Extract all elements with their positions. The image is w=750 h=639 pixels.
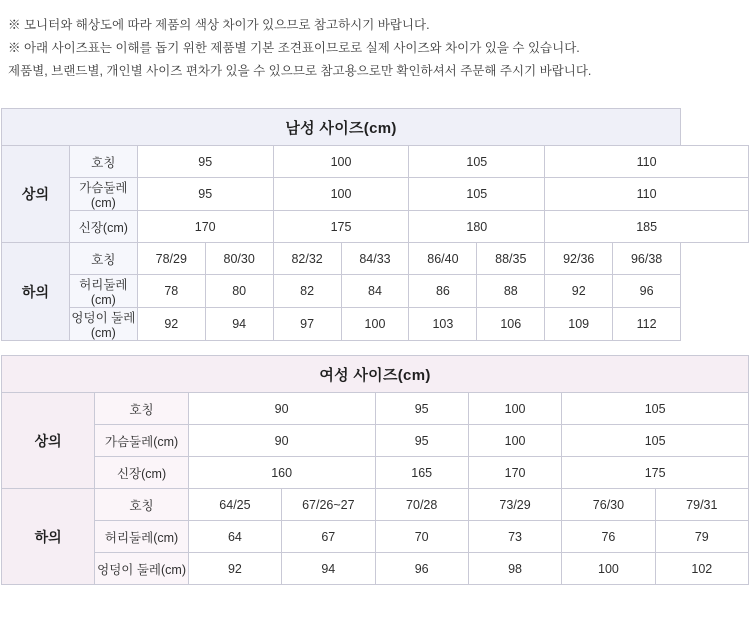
table-cell: 79/31 (655, 489, 748, 521)
table-cell: 105 (409, 146, 545, 178)
table-cell: 102 (655, 553, 748, 585)
table-cell: 100 (562, 553, 655, 585)
table-cell: 98 (468, 553, 561, 585)
table-cell: 90 (188, 425, 375, 457)
table-cell: 76/30 (562, 489, 655, 521)
table-cell: 110 (545, 146, 749, 178)
table-cell: 96 (375, 553, 468, 585)
table-title-row (2, 356, 749, 393)
table-row (2, 425, 749, 457)
table-cell: 110 (545, 178, 749, 211)
table-cell: 95 (137, 178, 273, 211)
table-row (2, 308, 749, 341)
male-bottom-section-head: 하의 (2, 243, 70, 341)
notice-line-2: ※ 아래 사이즈표는 이해를 돕기 위한 제품별 기본 조견표이므로로 실제 사이즈와 차이가 있을 수 있습니다. (8, 41, 580, 55)
row-label: 엉덩이 둘레(cm) (95, 553, 188, 585)
table-cell: 78 (137, 275, 205, 308)
male-table-title: 남성 사이즈(cm) (2, 109, 681, 146)
table-cell: 95 (137, 146, 273, 178)
row-label: 호칭 (95, 393, 188, 425)
table-cell: 175 (562, 457, 749, 489)
table-cell: 92/36 (545, 243, 613, 275)
female-table-title: 여성 사이즈(cm) (2, 356, 749, 393)
table-cell: 105 (562, 393, 749, 425)
table-row (2, 521, 749, 553)
table-cell: 109 (545, 308, 613, 341)
row-label: 호칭 (69, 146, 137, 178)
table-cell: 96/38 (613, 243, 681, 275)
table-cell: 73 (468, 521, 561, 553)
female-size-table (1, 355, 749, 585)
table-cell: 170 (137, 211, 273, 243)
table-row (2, 178, 749, 211)
table-cell: 95 (375, 425, 468, 457)
table-cell: 92 (188, 553, 281, 585)
row-label: 호칭 (95, 489, 188, 521)
table-cell: 73/29 (468, 489, 561, 521)
row-label: 호칭 (69, 243, 137, 275)
table-cell: 100 (273, 178, 409, 211)
table-cell: 103 (409, 308, 477, 341)
table-cell: 64 (188, 521, 281, 553)
table-cell: 100 (468, 425, 561, 457)
table-cell: 100 (468, 393, 561, 425)
table-cell: 67/26~27 (282, 489, 375, 521)
table-row (2, 275, 749, 308)
table-cell: 84/33 (341, 243, 409, 275)
table-title-row (2, 109, 749, 146)
row-label: 가슴둘레(cm) (69, 178, 137, 211)
table-row (2, 489, 749, 521)
table-cell: 112 (613, 308, 681, 341)
table-row (2, 211, 749, 243)
row-label: 가슴둘레(cm) (95, 425, 188, 457)
table-cell: 67 (282, 521, 375, 553)
table-cell: 88 (477, 275, 545, 308)
table-row (2, 457, 749, 489)
table-cell: 88/35 (477, 243, 545, 275)
male-size-table (1, 108, 749, 341)
table-cell: 92 (545, 275, 613, 308)
table-cell: 86 (409, 275, 477, 308)
table-cell: 105 (409, 178, 545, 211)
notice-block (0, 14, 750, 83)
table-cell: 80 (205, 275, 273, 308)
table-cell: 180 (409, 211, 545, 243)
table-cell: 100 (341, 308, 409, 341)
table-cell: 82/32 (273, 243, 341, 275)
table-cell: 160 (188, 457, 375, 489)
table-cell: 86/40 (409, 243, 477, 275)
table-row (2, 393, 749, 425)
male-top-section-head: 상의 (2, 146, 70, 243)
table-row (2, 553, 749, 585)
female-bottom-section-head: 하의 (2, 489, 95, 585)
table-cell: 170 (468, 457, 561, 489)
female-top-section-head: 상의 (2, 393, 95, 489)
row-label: 허리둘레(cm) (95, 521, 188, 553)
table-cell: 78/29 (137, 243, 205, 275)
table-cell: 64/25 (188, 489, 281, 521)
table-cell: 96 (613, 275, 681, 308)
table-cell: 94 (205, 308, 273, 341)
table-row (2, 146, 749, 178)
row-label: 엉덩이 둘레(cm) (69, 308, 137, 341)
table-cell: 70/28 (375, 489, 468, 521)
table-cell: 70 (375, 521, 468, 553)
row-label: 신장(cm) (69, 211, 137, 243)
table-cell: 84 (341, 275, 409, 308)
table-cell: 76 (562, 521, 655, 553)
table-cell: 100 (273, 146, 409, 178)
table-cell: 95 (375, 393, 468, 425)
notice-line-1: ※ 모니터와 해상도에 따라 제품의 색상 차이가 있으므로 참고하시기 바랍니다. (8, 18, 430, 32)
table-cell: 90 (188, 393, 375, 425)
table-cell: 92 (137, 308, 205, 341)
table-cell: 97 (273, 308, 341, 341)
table-cell: 79 (655, 521, 748, 553)
table-cell: 94 (282, 553, 375, 585)
row-label: 허리둘레(cm) (69, 275, 137, 308)
table-cell: 175 (273, 211, 409, 243)
table-row (2, 243, 749, 275)
table-cell: 106 (477, 308, 545, 341)
notice-line-3: 제품별, 브랜드별, 개인별 사이즈 편차가 있을 수 있으므로 참고용으로만 확인하셔서 주문해 주시기 바랍니다. (8, 64, 592, 78)
table-cell: 105 (562, 425, 749, 457)
table-cell: 80/30 (205, 243, 273, 275)
row-label: 신장(cm) (95, 457, 188, 489)
table-cell: 165 (375, 457, 468, 489)
table-cell: 185 (545, 211, 749, 243)
table-cell: 82 (273, 275, 341, 308)
